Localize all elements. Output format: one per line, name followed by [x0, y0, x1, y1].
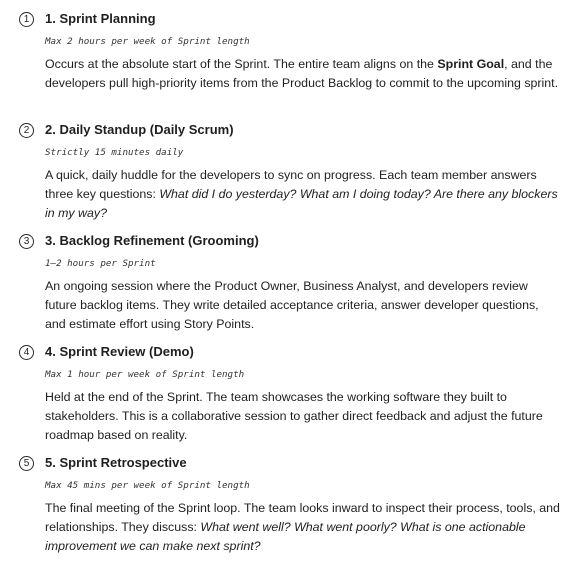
circled-number: 3	[19, 234, 34, 249]
item-title: 5. Sprint Retrospective	[45, 455, 187, 470]
circled-number: 2	[19, 123, 34, 138]
item-duration: Max 2 hours per week of Sprint length	[45, 36, 250, 47]
item-description: The final meeting of the Sprint loop. The team looks inward to inspect their process, tools, and relationships. They discuss: What went well? What went poorly? What is one actionable improvement we can make next sprint?	[45, 501, 560, 553]
item-description: A quick, daily huddle for the developers to sync on progress. Each team member answers three key questions: What did I do yesterday? What am I doing today? Are there any blockers in my way?	[45, 168, 558, 220]
circled-number: 4	[19, 345, 34, 360]
key-questions: What did I do yesterday? What am I doing today? Are there any blockers in my way?	[45, 187, 558, 220]
retro-questions: What went well? What went poorly? What is one actionable improvement we can make next sprint?	[45, 520, 526, 553]
item-description: An ongoing session where the Product Owner, Business Analyst, and developers review future backlog items. They write detailed acceptance criteria, answer developer questions, and estimate effort using Story Points.	[45, 279, 539, 331]
item-title: 3. Backlog Refinement (Grooming)	[45, 233, 259, 248]
item-description: Held at the end of the Sprint. The team showcases the working software they built to stakeholders. This is a collaborative session to gather direct feedback and adjust the future roadmap based on reality.	[45, 390, 543, 442]
item-title: 2. Daily Standup (Daily Scrum)	[45, 122, 234, 137]
item-duration: 1–2 hours per Sprint	[45, 258, 156, 269]
circled-number: 1	[19, 12, 34, 27]
item-duration: Max 1 hour per week of Sprint length	[45, 369, 245, 380]
circled-number: 5	[19, 456, 34, 471]
item-description: Occurs at the absolute start of the Sprint. The entire team aligns on the Sprint Goal, and the developers pull high-priority items from the Product Backlog to commit to the upcoming sprint.	[45, 57, 559, 90]
item-duration: Strictly 15 minutes daily	[45, 147, 184, 158]
item-title: 1. Sprint Planning	[45, 11, 156, 26]
sprint-goal-term: Sprint Goal	[437, 57, 505, 71]
item-title: 4. Sprint Review (Demo)	[45, 344, 194, 359]
item-duration: Max 45 mins per week of Sprint length	[45, 480, 250, 491]
